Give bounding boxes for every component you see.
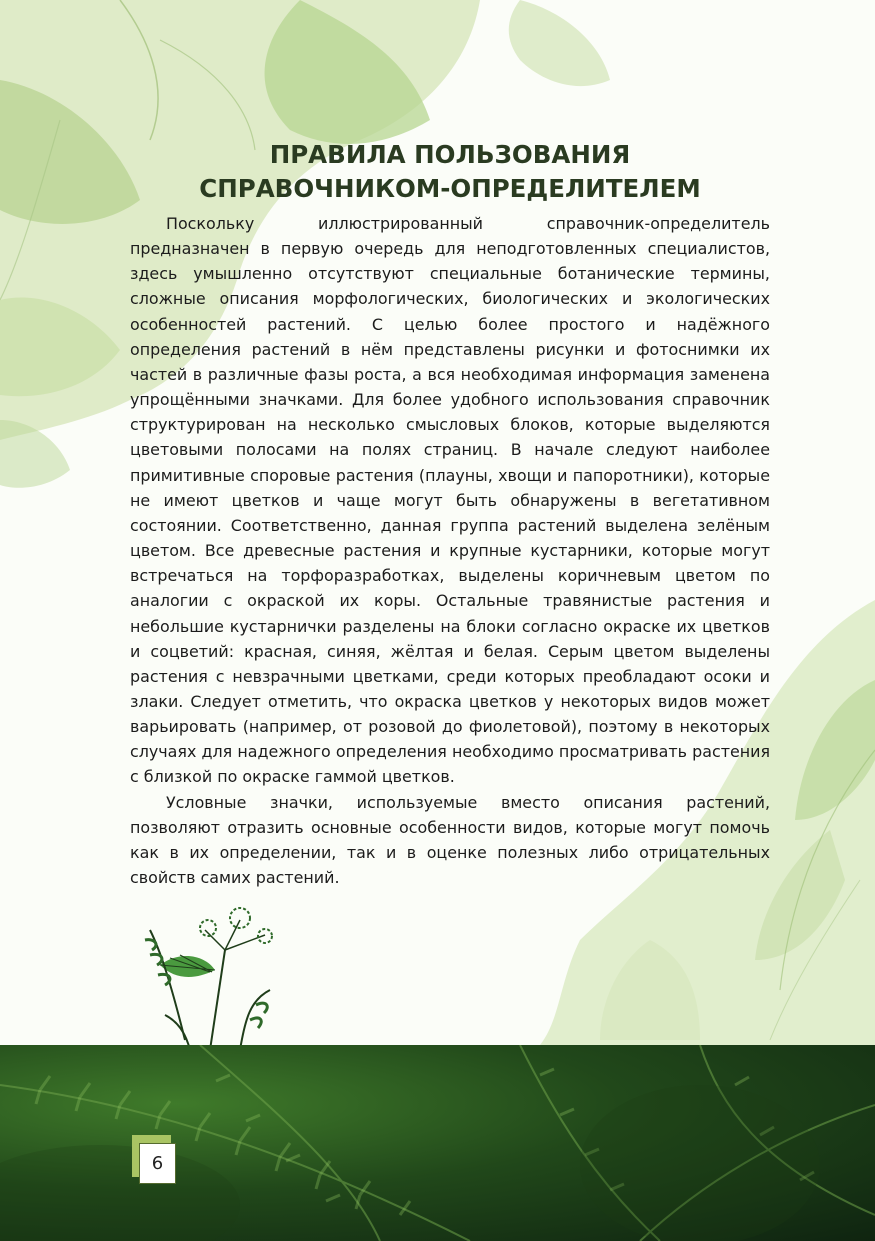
fern-leaflets (216, 1075, 340, 1201)
leaf-blade (240, 990, 270, 1050)
flower-cluster (258, 929, 272, 943)
page-title (130, 138, 770, 206)
flower-cluster (230, 908, 250, 928)
plant-stem (210, 950, 225, 1050)
title-line-2: СПРАВОЧНИКОМ-ОПРЕДЕЛИТЕЛЕМ (199, 174, 701, 203)
leaf-left-bottom (0, 420, 70, 488)
paragraph: Условные значки, используемые вместо описания растений, позволяют отразить основные особенности видов, которые могут помочь как в их определении, так и в оценке полезных либо отрицательных свойств самих растений. (130, 792, 770, 888)
plant-illustration (130, 900, 290, 1050)
shadow-blob (0, 1145, 240, 1241)
page-number: 6 (139, 1143, 176, 1184)
title-line-1: ПРАВИЛА ПОЛЬЗОВАНИЯ (269, 140, 631, 169)
body-text (130, 211, 770, 890)
page-number-badge (132, 1135, 178, 1186)
leaf-top-right (509, 0, 610, 86)
paragraph: Поскольку иллюстрированный справочник-определитель предназначен в первую очередь для неподготовленных специалистов, здесь умышленно отсутствуют специальные ботанические термины, сложные описания морфологических, биологических и экологических особенностей растений. С целью более простого и надёжного определения растений в нём представлены рисунки и фотоснимки их частей в различные фазы роста, а вся необходимая информация заменена упрощёнными значками. Для более удобного использования справочник структурирован на несколько смысловых блоков, которые выделяются цветовыми полосами на полях страниц. В начале следуют наиболее примитивные споровые растения (плауны, хвощи и папоротники), которые не имеют цветков и чаще могут быть обнаружены в вегетативном состоянии. Соответственно, данная группа растений выделена зелёным цветом. Все древесные растения и крупные кустарники, которые могут встречаться на торфоразработках, выделены коричневым цветом по аналогии с окраской их коры. Остальные травянистые растения и небольшие кустарнички разделены на блоки согласно окраске их цветков и соцветий: красная, синяя, жёлтая и белая. Серым цветом выделены растения с невзрачными цветками, среди которых преобладают осоки и злаки. Следует отметить, что окраска цветков у некоторых видов может варьировать (например, от розовой до фиолетовой), поэтому в некоторых случаях для надежного определения необходимо просматривать растения с близкой по окраске гаммой цветков. (130, 214, 770, 787)
shadow-blob (580, 1085, 820, 1241)
plant-stem (205, 930, 225, 950)
